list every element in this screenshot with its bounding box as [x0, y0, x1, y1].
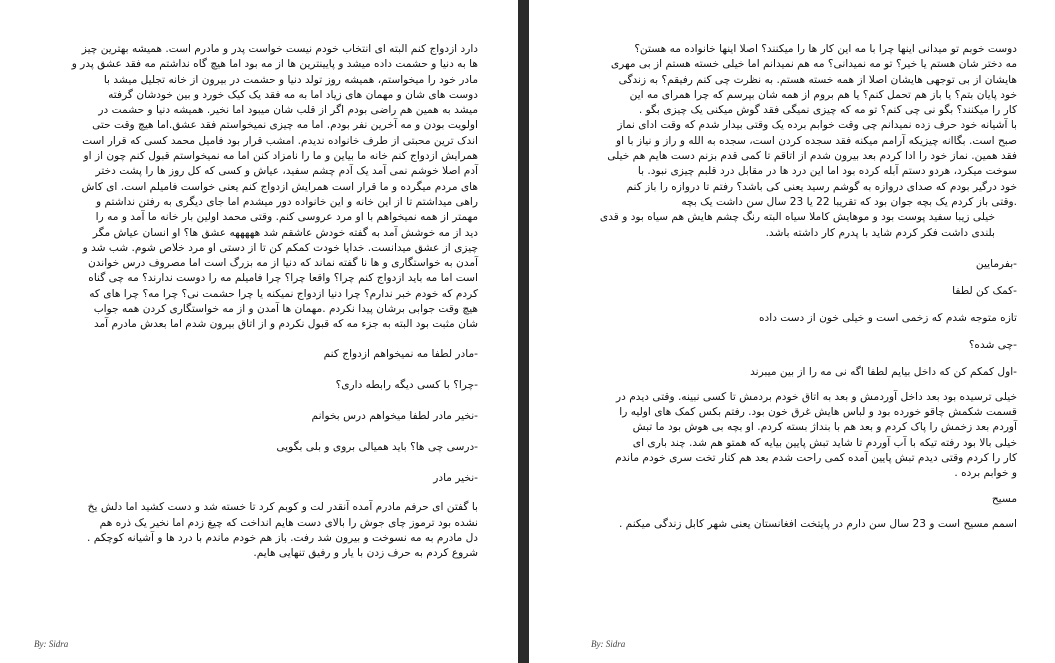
dialog-line: -چرا؟ با کسی دیگه رابطه داری؟ [335, 378, 478, 391]
right-page-body [547, 42, 1017, 532]
text-line: با آشیانه خود حرف زده نمیدانم چی وقت خوابم برده یک وقتی بیدار شدم که وقت ادای نماز [617, 119, 1017, 132]
dialog-line: -نخیر مادر لطفا میخواهم درس بخوانم [311, 410, 478, 423]
text-line: است اما مه باید ازدواج کنم چرا؟ واقعا چرا؟ چرا فامیلم مه را دوست ندارند؟ مه چی گناه [88, 272, 478, 285]
dialog-line: -نخیر مادر [433, 472, 478, 485]
left-paragraph-1 [8, 42, 478, 333]
section-heading: مسیح [991, 492, 1017, 505]
left-paragraph-2 [8, 500, 478, 561]
text-line: همرایش ازدواج کنم خانه ما بیاین و ما را نامزاد کنن اما مه نمیخواستم قبول کنم چون از او [83, 150, 478, 163]
dialog-line: -اول کمکم کن که داخل بیایم لطفا اگه نی مه را از بین میبرند [750, 365, 1017, 378]
text-line: آوردم بعد زخمش را پاک کردم و بعد هم با بنداژ بسته کردم. او بچه بی هوش بود ما تبش [632, 421, 1017, 434]
text-line: بلندی داشت فکر کردم شاید با پدرم کار داشته باشد. [765, 226, 995, 239]
dialog-line: -مادر لطفا مه نمیخواهم ازدواج کنم [323, 347, 478, 360]
dialog-line: -بفرمایین [975, 257, 1017, 270]
text-line: قسمت شکمش چاقو خورده بود و لباس هایش غرق خون بود. رفتم بکس کمک های اولیه را [619, 406, 1017, 419]
text-line: خیلی ترسیده بود بعد داخل آوردمش و بعد به اتاق خودم بردمش تا کسی نبینه. وقتی دیدم در [616, 390, 1017, 403]
page-gutter [518, 0, 529, 663]
text-line: کار را میکنند؟ بگو نی چی کنم؟ تو مه که چیزی نمیگی فقد گوش میکنی یک چیزی بگو . [638, 104, 1017, 117]
text-line: دارد ازدواج کنم البته ای انتخاب خودم نیست خواست پدر و مادرم است. همیشه بهترین چیز [81, 43, 478, 55]
text-line: ها به دنیا و حشمت داده میشد و پایینترین ها از مه بود اما هیچ گاه نداشتم مه فقد عشق پدر و [71, 58, 478, 71]
text-line: اسمم مسیح است و 23 سال سن دارم در پایتخت افغانستان یعنی شهر کابل زندگی میکنم . [618, 517, 1017, 530]
page-footer: By: Sidra [34, 639, 69, 649]
text-line: شان مثبت بود البته به جزء مه که قبول نکردم و از اتاق بیرون شدم اما بعدش مادرم آمد [93, 318, 478, 331]
text-line: آدم اصلا خوشم نمی آمد یک آدم چشم سفید، عیاش و کسی که کل روز ها را پشت دختر [95, 165, 478, 178]
dialog-line: -کمک کن لطفا [952, 284, 1017, 297]
text-line: سوخت میکرد، هردو دستم آبله کرده بود اما این درد ها در مقابل درد قلبم چیزی نبود. با [637, 165, 1017, 178]
text-line: آمدن به خواستگاری و ها نا گفته نماند که دنیا از مه بزرگ است اما مصروف درس خواندن [87, 257, 478, 270]
text-line: .وقتی باز کردم یک بچه جوان بود که تقریبا 22 یا 23 سال سن داشت یک بچه [681, 195, 1017, 208]
text-line: فقد همین. نماز خود را ادا کردم بعد بیرون شدم از اتاقم تا کمی قدم بزنم دست هایم هم خیلی [607, 150, 1017, 163]
text-line: خود درگیر بودم که صدای دروازه به گوشم رسید یعنی کی باشد؟ رفتم تا دروازه را باز کنم [626, 180, 1017, 193]
text-line: میشد به همین هم راضی بودم اگر از قلب شان میبود اما نخیر. همیشه دنیا و حشمت در [98, 104, 478, 117]
text-line: و خوابم برده . [954, 467, 1017, 480]
text-line: دوست خوبم تو میدانی اینها چرا با مه این کار ها را میکنند؟ اصلا اینها خانواده مه هستن؟ [634, 43, 1017, 55]
text-line: چیزی از عشق میدانست. خدایا خودت کمکم کن تا از دستی او مرد خلاص شوم. شب شد و [82, 241, 478, 254]
text-line: خود پایان بتم؟ یا باز هم تحمل کنم؟ یا هم بروم از همه شان بپرسم که چرا همرای مه این [629, 88, 1017, 101]
text-line: با گفتن ای حرفم مادرم آمده آنقدر لت و کوبم کرد تا خسته شد و دست کشید اما دلش یخ [87, 501, 478, 514]
text-line: صبح است. بگاانه چیزیکه آرامم میکنه فقد سجده کردن است، سجده به الله و راز و نیاز با او [615, 134, 1017, 147]
text-line: نشده بود ترموز چای جوش را بالای دست هایم انداخت که چیغ زدم اما نخیر یک ذره هم [99, 516, 478, 529]
text-line: اولویت بودن و مه آخرین نفر بودم. اما مه چیزی نمیخواستم فقد عشق.اما هیچ وقت حتی [92, 119, 478, 132]
text-line: هایشان از بی توجهی هایشان اصلا از همه خسته هستم. به نظرت چی کنم رفیقم؟ به زندگی [618, 73, 1017, 86]
dialog-line: -چی شده؟ [968, 338, 1017, 351]
text-line: دوست های شان و مهمان های زیاد اما به مه فقد یک کیک خورد و بین خودشان گرفته [108, 88, 478, 101]
text-line: خیلی زیبا سفید پوست بود و موهایش کاملا سیاه البته رنگ چشم هایش هم سیاه بود و قدی [599, 211, 995, 224]
text-line: های مردم میگرده و ما قرار است همرایش ازدواج کنم یعنی خواست فامیلم است. ای کاش [81, 180, 478, 193]
text-line: دید از مه خوشش آمد به گفته خودش عاشقم شد هههههه عشق ها؟ او انسان عیاش مگر [92, 226, 478, 239]
text-line: شروع کردم به حرف زدن با یار و رفیق تنهایی هایم. [253, 547, 478, 560]
text-line: کردم که خودم خبر ندارم؟ چرا دنیا ازدواج نمیکنه یا چرا حشمت نی؟ چرا مه؟ چرا های که [89, 287, 478, 300]
text-line: خیلی بالا بود رفته تیکه با آب آوردم تا شاید تبش پایین بیایه که همتو هم شد. چند باری ای [632, 436, 1017, 449]
right-paragraph-1 [547, 42, 1017, 241]
right-paragraph-2 [547, 390, 1017, 482]
text-line: مهمتر از همه نمیخواهم با او مرد عروسی کنم. وقتی محمد اولین بار خانه ما آمد و مه را [95, 211, 478, 224]
page-footer: By: Sidra [591, 639, 626, 649]
text-line: کار را کردم وقتی دیدم تبش پایین آمده کمی راحت شدم بعد هم کنار تخت سری خودم ماندم [615, 452, 1017, 465]
text-line: مه دختر شان هستم یا خیر؟ تو مه نمیدانی؟ مه هم نمیدانم اما خیلی خسته هستم از بی مهری [610, 58, 1017, 71]
text-line: دل مادرم به مه نسوخت و بیرون شد رفت. باز هم خودم ماندم با درد ها و آشیانه کوچکم . [87, 531, 478, 544]
text-line: اندک ترین محبتی از طرف خانواده ندیدم. امشب قرار بود فامیل محمد کسی که قرار است [82, 134, 478, 147]
text-line: هیچ وقت جوابی برشان پیدا نکردم .مهمان ها آمدن و از مه خواستگاری کردن همه جواب [93, 303, 478, 316]
dialog-line: تازه متوجه شدم که زخمی است و خیلی خون از دست داده [758, 311, 1017, 324]
left-page [0, 0, 518, 663]
text-line: راهی میداشتم تا از این خانه و این خانواده دور میشدم اما جای دیگری به رفتن نداشتم و [95, 195, 478, 208]
right-page [529, 0, 1055, 663]
text-line: مادر خود را میخواستم، همیشه روز تولد دنیا و حشمت در بیرون از خانه تجلیل میشد با [103, 73, 478, 86]
left-page-body [8, 42, 478, 562]
dialog-line: -درسی چی ها؟ باید همیالی بروی و بلی بگویی [276, 441, 478, 454]
